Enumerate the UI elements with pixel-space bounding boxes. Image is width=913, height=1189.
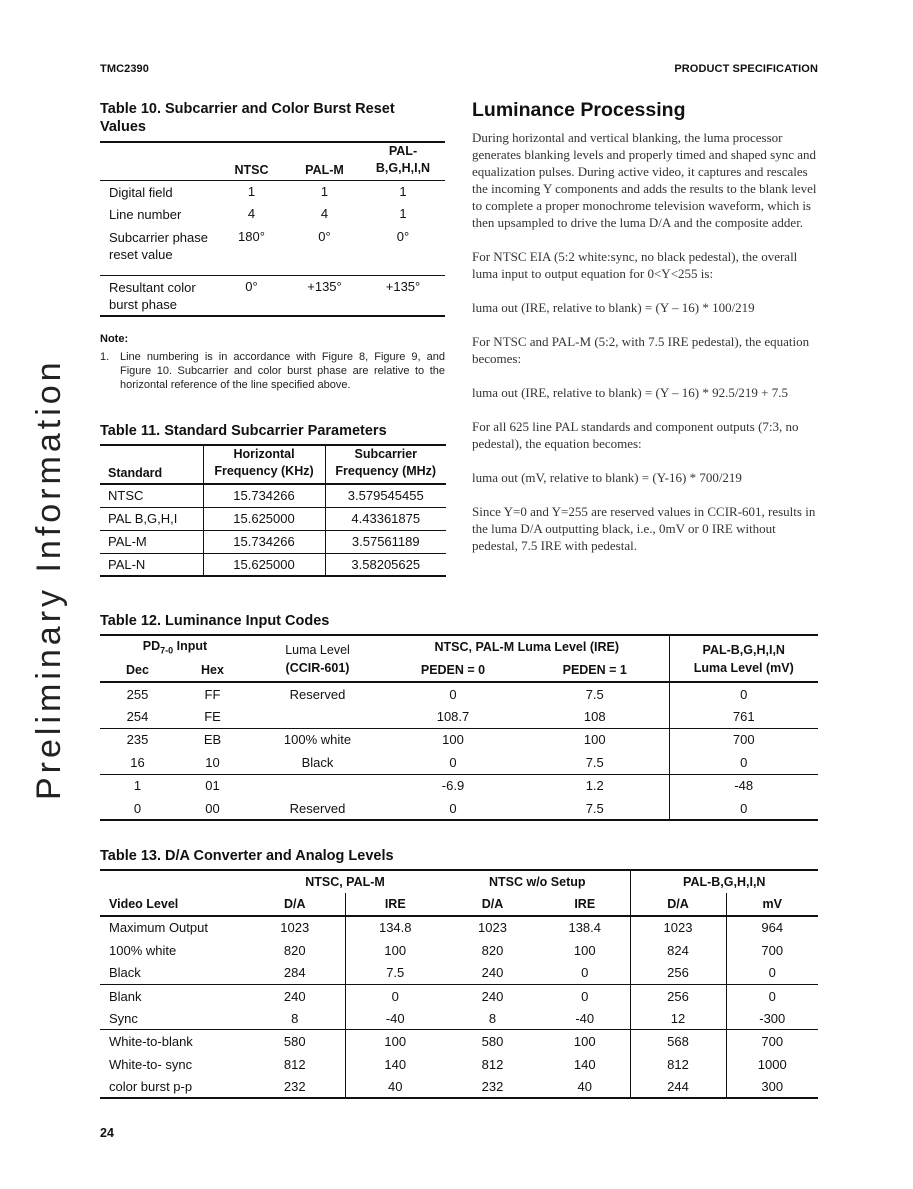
table12-cell: FE	[204, 708, 221, 724]
table12-cell: 1	[133, 778, 142, 794]
table12-row	[100, 728, 818, 751]
table13-cell: 240	[481, 988, 504, 1004]
table13-cell: 1023	[245, 916, 345, 939]
table13-group-ntsc-palm: NTSC, PAL-M	[305, 875, 385, 889]
table11-head-horizontal: Horizontal Frequency (KHz)	[203, 445, 325, 484]
table12-head-pd	[100, 635, 250, 658]
table13-cell: 100	[540, 939, 630, 962]
table13-cell: -300	[759, 1010, 786, 1026]
table13-cell: 0	[540, 984, 630, 1007]
table13-cell: 700	[761, 942, 784, 958]
luminance-paragraph: For all 625 line PAL standards and component outputs (7:3, no pedestal), the equation becomes:	[472, 419, 799, 451]
table12-cell	[250, 774, 385, 797]
sidebar-preliminary: Preliminary Information	[30, 358, 68, 800]
table10-cell: +135°	[385, 279, 421, 294]
table11-cell: 15.625000	[203, 553, 325, 576]
table10-cell: 0°	[245, 279, 258, 294]
table12-cell: 7.5	[521, 797, 669, 820]
table13-cell: 700	[761, 1034, 784, 1050]
table13-head-da1: D/A	[245, 893, 345, 916]
table10-row-label: Resultant color burst phase	[109, 280, 196, 312]
table13-cell: 1000	[757, 1056, 787, 1072]
table10-head-pal-l2: B,G,H,I,N	[375, 161, 431, 175]
table13-cell: 138.4	[540, 916, 630, 939]
table13-row-label: Sync	[109, 1010, 138, 1026]
table10-row-label: Subcarrier phase reset value	[109, 229, 208, 262]
table13	[100, 869, 818, 1099]
table13-cell: 240	[481, 965, 504, 981]
table12-cell: 0	[449, 686, 457, 702]
luminance-paragraph: For NTSC EIA (5:2 white:sync, no black pedestal), the overall luma input to output equation for 0<Y<255 is:	[472, 249, 798, 281]
luma-line1: Luma Level	[285, 642, 350, 657]
table12-head-hex: Hex	[201, 663, 224, 677]
table12-cell: 10	[205, 754, 220, 770]
table11-cell: 3.58205625	[351, 556, 421, 572]
table11	[100, 444, 446, 577]
table12-cell	[250, 705, 385, 728]
luminance-paragraph: luma out (IRE, relative to blank) = (Y – 16) * 100/219	[472, 300, 755, 315]
table13-cell: 100	[384, 942, 407, 958]
table12-cell: 235	[126, 732, 149, 748]
table13-row	[100, 1076, 818, 1099]
table13-cell: 140	[384, 1056, 407, 1072]
table12-head-luma	[250, 635, 385, 682]
table11-caption: Table 11. Standard Subcarrier Parameters	[100, 423, 387, 439]
table12-row	[100, 682, 818, 705]
table13-cell: 812	[630, 1053, 726, 1076]
table13-row-label: Maximum Output	[109, 920, 208, 936]
table10-note	[100, 350, 445, 392]
table10-cell: 0°	[396, 228, 410, 244]
table13-row	[100, 1030, 818, 1053]
header-right: PRODUCT SPECIFICATION	[674, 63, 818, 75]
pal-line2: Luma Level (mV)	[693, 660, 794, 675]
luminance-title: Luminance Processing	[472, 99, 686, 121]
table13-cell: 100	[540, 1030, 630, 1053]
table13-row-label: White-to-blank	[109, 1034, 193, 1050]
table11-head-subcarrier: Subcarrier Frequency (MHz)	[335, 447, 437, 478]
table13-cell: 232	[481, 1078, 504, 1094]
table11-cell: 15.625000	[203, 507, 325, 530]
luminance-text	[472, 129, 818, 571]
table10-caption: Table 10. Subcarrier and Color Burst Reset Values	[100, 101, 395, 135]
note-number: 1.	[100, 351, 110, 363]
table10-row	[100, 181, 445, 203]
table12-cell: 100% white	[283, 732, 352, 748]
table13-cell: 140	[540, 1053, 630, 1076]
table13-group-pal: PAL-B,G,H,I,N	[683, 875, 766, 889]
table10-cell: 1	[247, 184, 256, 199]
table13-row-label: Black	[109, 965, 141, 981]
table10-note-label: Note:	[100, 333, 129, 345]
table13-row	[100, 1007, 818, 1030]
table12-cell: -6.9	[441, 778, 465, 794]
table12-cell: 0	[740, 754, 748, 770]
table10-head-palm: PAL-M	[305, 163, 344, 177]
note-text: Line numbering is in accordance with Figure 8, Figure 9, and Figure 10. Subcarrier and color burst phase are relative to the horizontal reference of the line specified above.	[120, 351, 445, 391]
table13-row-label: White-to- sync	[109, 1056, 193, 1072]
luminance-paragraph: Since Y=0 and Y=255 are reserved values in CCIR-601, results in the luma D/A outputting black, i.e., 0mV or 0 IRE without pedestal, 7.5 IRE with pedestal.	[472, 504, 816, 553]
table13-cell: 0	[768, 988, 776, 1004]
table13-cell: 820	[245, 939, 345, 962]
table13-cell: 232	[245, 1076, 345, 1099]
table10-head-pal	[361, 142, 445, 181]
table13-cell: 244	[630, 1076, 726, 1099]
luminance-paragraph: During horizontal and vertical blanking, the luma processor generates blanking levels and properly timed and shaped sync and equalization pulses. During active video, it captures and rescales the incoming Y components and adds the results to the blank level to complete a proper monochrome television waveform, which is then upsampled to drive the luma D/A and the composite adder.	[472, 130, 817, 230]
table13-cell: 0	[391, 988, 399, 1004]
table12-cell: 0	[133, 800, 142, 816]
table11-row-label: PAL-N	[100, 553, 203, 576]
table13-head-ire1: IRE	[384, 897, 406, 911]
table10-cell: 1	[399, 184, 407, 199]
table12-caption: Table 12. Luminance Input Codes	[100, 613, 330, 629]
table10-row	[100, 226, 445, 276]
table11-row-label: NTSC	[100, 484, 203, 507]
table12-cell: 108.7	[436, 708, 470, 724]
table13-cell: 824	[630, 939, 726, 962]
table12-cell: 0	[449, 754, 457, 770]
table12-cell: 108	[521, 705, 669, 728]
table11-row-label: PAL B,G,H,I	[100, 507, 203, 530]
table13-cell: 300	[761, 1078, 784, 1094]
table13-cell: 0	[540, 962, 630, 985]
luma-line2: (CCIR-601)	[285, 660, 350, 675]
table10-cell: 180°	[238, 228, 265, 244]
table11-cell: 3.579545455	[347, 488, 424, 504]
table13-cell: 12	[630, 1007, 726, 1030]
table12-cell: Reserved	[289, 800, 346, 816]
table13-cell: 40	[540, 1076, 630, 1099]
table12-head-dec: Dec	[126, 663, 149, 677]
table13-head-ire2: IRE	[540, 893, 630, 916]
table10	[100, 141, 445, 317]
table10-row	[100, 276, 445, 316]
table12-head-peden1: PEDEN = 1	[521, 658, 669, 682]
table11-row	[100, 530, 446, 553]
table12-cell: Black	[301, 754, 334, 770]
table13-row-label: Blank	[109, 988, 142, 1004]
table13-cell: 1023	[630, 916, 726, 939]
table13-row	[100, 916, 818, 939]
table10-cell: +135°	[307, 279, 342, 294]
table12-row	[100, 751, 818, 774]
table13-cell: 8	[488, 1010, 497, 1026]
table12-cell: 761	[732, 708, 755, 724]
table13-cell: -40	[540, 1007, 630, 1030]
table13-head-da2: D/A	[481, 897, 504, 911]
table13-cell: 240	[245, 984, 345, 1007]
table13-cell: 964	[761, 920, 784, 936]
table12-cell: 0	[740, 686, 748, 702]
table11-row-label: PAL-M	[100, 530, 203, 553]
header-left: TMC2390	[100, 63, 149, 75]
table13-group-ntsc-nosetup: NTSC w/o Setup	[445, 870, 630, 893]
table13-cell: 812	[481, 1056, 504, 1072]
table10-cell: 0°	[318, 228, 331, 244]
table13-row-label: color burst p-p	[109, 1078, 193, 1094]
table13-cell: 580	[245, 1030, 345, 1053]
luminance-paragraph: luma out (mV, relative to blank) = (Y-16) * 700/219	[472, 470, 742, 485]
table10-cell: 1	[320, 184, 329, 199]
table12-cell: 0	[449, 800, 457, 816]
table12-cell: 0	[740, 800, 748, 816]
table13-cell: 812	[245, 1053, 345, 1076]
table13-cell: 256	[630, 984, 726, 1007]
table12-cell: 100	[442, 732, 464, 748]
table12-cell: 01	[205, 778, 220, 794]
page-number: 24	[100, 1126, 114, 1140]
table13-row-label: 100% white	[109, 942, 177, 958]
table10-head-pal-l1: PAL-	[388, 144, 418, 158]
table11-cell: 4.43361875	[351, 511, 421, 526]
table11-row	[100, 507, 446, 530]
table13-head-video: Video Level	[109, 897, 179, 911]
table10-row-label: Line number	[109, 206, 182, 222]
table13-cell: 284	[245, 962, 345, 985]
table12-head-ntsc: NTSC, PAL-M Luma Level (IRE)	[385, 635, 669, 658]
table13-cell: 256	[630, 962, 726, 985]
table13-cell: 820	[481, 942, 504, 958]
table11-cell: 15.734266	[203, 484, 325, 507]
table12-cell: 00	[205, 800, 220, 816]
luminance-paragraph: luma out (IRE, relative to blank) = (Y – 16) * 92.5/219 + 7.5	[472, 385, 789, 400]
table11-cell: 3.57561189	[351, 534, 420, 549]
luminance-paragraph: For NTSC and PAL-M (5:2, with 7.5 IRE pedestal), the equation becomes:	[472, 334, 810, 366]
table13-cell: -40	[385, 1010, 405, 1026]
table12-cell: 7.5	[521, 751, 669, 774]
table13-cell: 580	[481, 1034, 504, 1050]
table11-row	[100, 484, 446, 507]
table13-cell: 100	[384, 1034, 407, 1050]
pd-sub: 7-0	[160, 645, 174, 656]
table12-row	[100, 774, 818, 797]
table10-cell: 4	[320, 205, 329, 221]
table12-cell: FF	[204, 686, 221, 702]
table13-caption: Table 13. D/A Converter and Analog Levels	[100, 848, 394, 864]
table12-cell: 7.5	[521, 682, 669, 705]
table13-row	[100, 962, 818, 985]
pal-line1: PAL-B,G,H,I,N	[702, 642, 785, 657]
table11-row	[100, 553, 446, 576]
table12-row	[100, 797, 818, 820]
table12-head-pal	[669, 635, 818, 682]
table12-cell: 254	[126, 708, 149, 724]
table13-cell: 7.5	[386, 965, 405, 981]
table11-head-standard: Standard	[100, 445, 203, 484]
table13-cell: 134.8	[378, 920, 412, 936]
table13-cell: 40	[388, 1078, 403, 1094]
table10-row-label: Digital field	[109, 185, 173, 200]
pd-rest: Input	[173, 638, 208, 653]
table13-head-mv: mV	[762, 897, 782, 911]
table12-cell: EB	[203, 732, 222, 748]
table13-head-da3: D/A	[630, 893, 726, 916]
table12	[100, 634, 818, 821]
table12-head-peden0: PEDEN = 0	[420, 663, 486, 677]
table12-cell: 1.2	[521, 774, 669, 797]
table10-row	[100, 203, 445, 226]
table10-head-ntsc: NTSC	[234, 163, 269, 177]
table10-cell: 4	[247, 205, 256, 221]
table12-cell: -48	[734, 778, 754, 794]
table12-cell: 255	[126, 686, 149, 702]
table12-cell: 700	[732, 732, 755, 748]
table13-cell: 8	[245, 1007, 345, 1030]
table13-row	[100, 939, 818, 962]
table12-cell: 16	[130, 754, 145, 770]
table12-row	[100, 705, 818, 728]
table13-cell: 568	[630, 1030, 726, 1053]
table12-cell: Reserved	[289, 686, 346, 702]
table13-cell: 1023	[478, 920, 507, 936]
table11-cell: 15.734266	[203, 530, 325, 553]
table12-cell: 100	[521, 728, 669, 751]
table13-row	[100, 1053, 818, 1076]
table13-cell: 0	[768, 965, 776, 981]
pd-label: PD	[142, 638, 161, 653]
table13-row	[100, 984, 818, 1007]
table10-cell: 1	[399, 205, 407, 221]
